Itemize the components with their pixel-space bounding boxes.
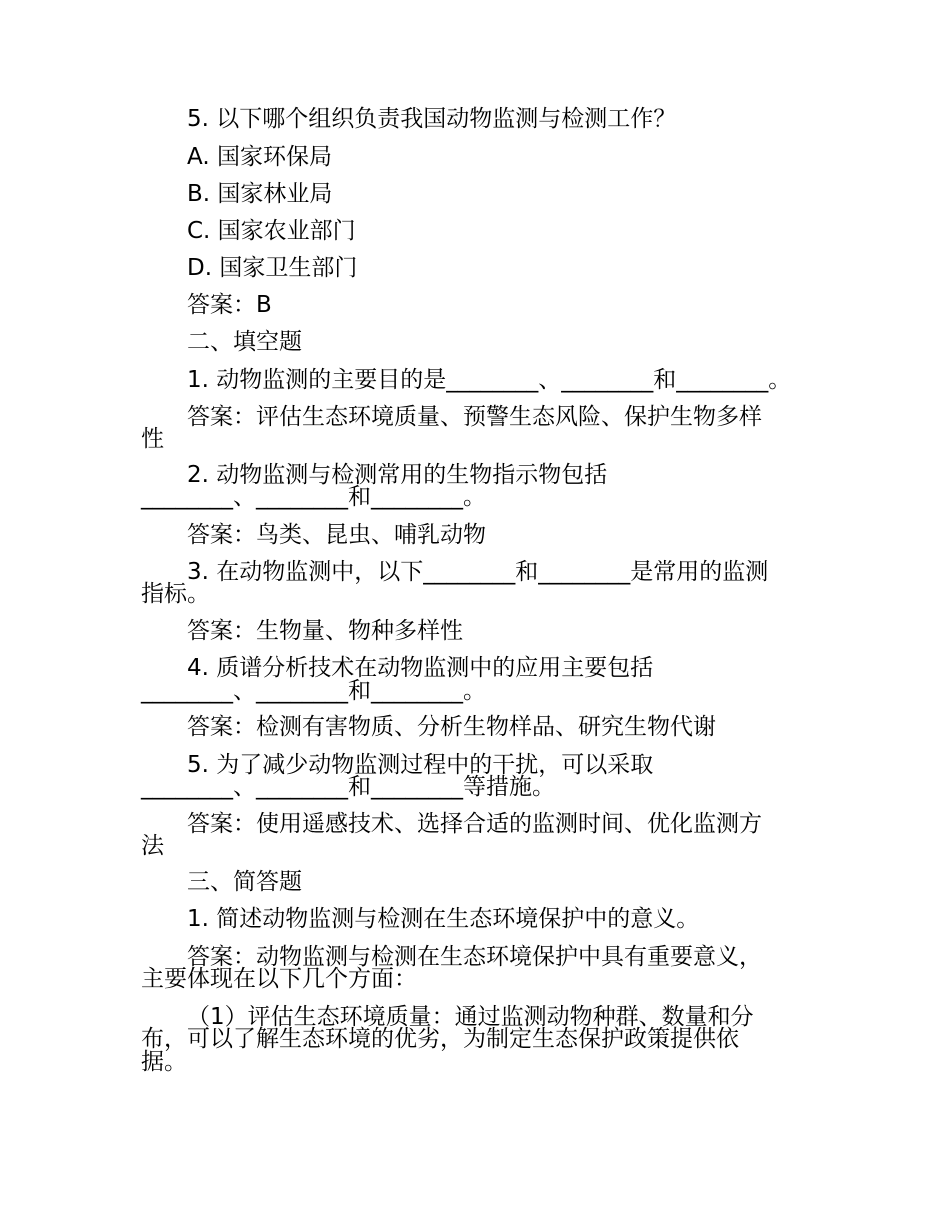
fill-q4-continued: ________、________和________。 bbox=[141, 678, 486, 704]
fill-q5: 5. 为了减少动物监测过程中的干扰，可以采取 bbox=[187, 752, 654, 778]
fill-q3-continued: 指标。 bbox=[141, 581, 210, 607]
fill-a4: 答案：检测有害物质、分析生物样品、研究生物代谢 bbox=[187, 714, 716, 740]
q5-option-a: A. 国家环保局 bbox=[187, 144, 332, 170]
fill-q2: 2. 动物监测与检测常用的生物指示物包括 bbox=[187, 462, 608, 488]
fill-q3: 3. 在动物监测中，以下________和________是常用的监测 bbox=[187, 559, 769, 585]
fill-q1: 1. 动物监测的主要目的是________、________和________。 bbox=[187, 367, 792, 393]
short-a1: 答案：动物监测与检测在生态环境保护中具有重要意义， bbox=[187, 944, 762, 970]
q5-option-d: D. 国家卫生部门 bbox=[187, 255, 358, 281]
fill-a1-continued: 性 bbox=[141, 426, 164, 452]
q5-answer: 答案：B bbox=[187, 292, 272, 318]
fill-a1: 答案：评估生态环境质量、预警生态风险、保护生物多样 bbox=[187, 404, 762, 430]
fill-q5-continued: ________、________和________等措施。 bbox=[141, 774, 555, 800]
section-title-fill-in: 二、填空题 bbox=[187, 329, 302, 355]
short-a1-point1-end: 据。 bbox=[141, 1049, 187, 1075]
fill-q2-continued: ________、________和________。 bbox=[141, 484, 486, 510]
short-q1: 1. 简述动物监测与检测在生态环境保护中的意义。 bbox=[187, 906, 700, 932]
short-a1-point1-continued: 布，可以了解生态环境的优劣，为制定生态保护政策提供依 bbox=[141, 1026, 739, 1052]
short-a1-continued: 主要体现在以下几个方面： bbox=[141, 966, 417, 992]
section-title-short-answer: 三、简答题 bbox=[187, 869, 302, 895]
short-a1-point1: （1）评估生态环境质量：通过监测动物种群、数量和分 bbox=[187, 1004, 754, 1030]
q5-stem: 5. 以下哪个组织负责我国动物监测与检测工作？ bbox=[187, 106, 677, 132]
fill-q4: 4. 质谱分析技术在动物监测中的应用主要包括 bbox=[187, 655, 654, 681]
fill-a5-continued: 法 bbox=[141, 833, 164, 859]
fill-a3: 答案：生物量、物种多样性 bbox=[187, 618, 463, 644]
fill-a5: 答案：使用遥感技术、选择合适的监测时间、优化监测方 bbox=[187, 811, 762, 837]
q5-option-c: C. 国家农业部门 bbox=[187, 218, 356, 244]
q5-option-b: B. 国家林业局 bbox=[187, 181, 333, 207]
fill-a2: 答案：鸟类、昆虫、哺乳动物 bbox=[187, 522, 486, 548]
